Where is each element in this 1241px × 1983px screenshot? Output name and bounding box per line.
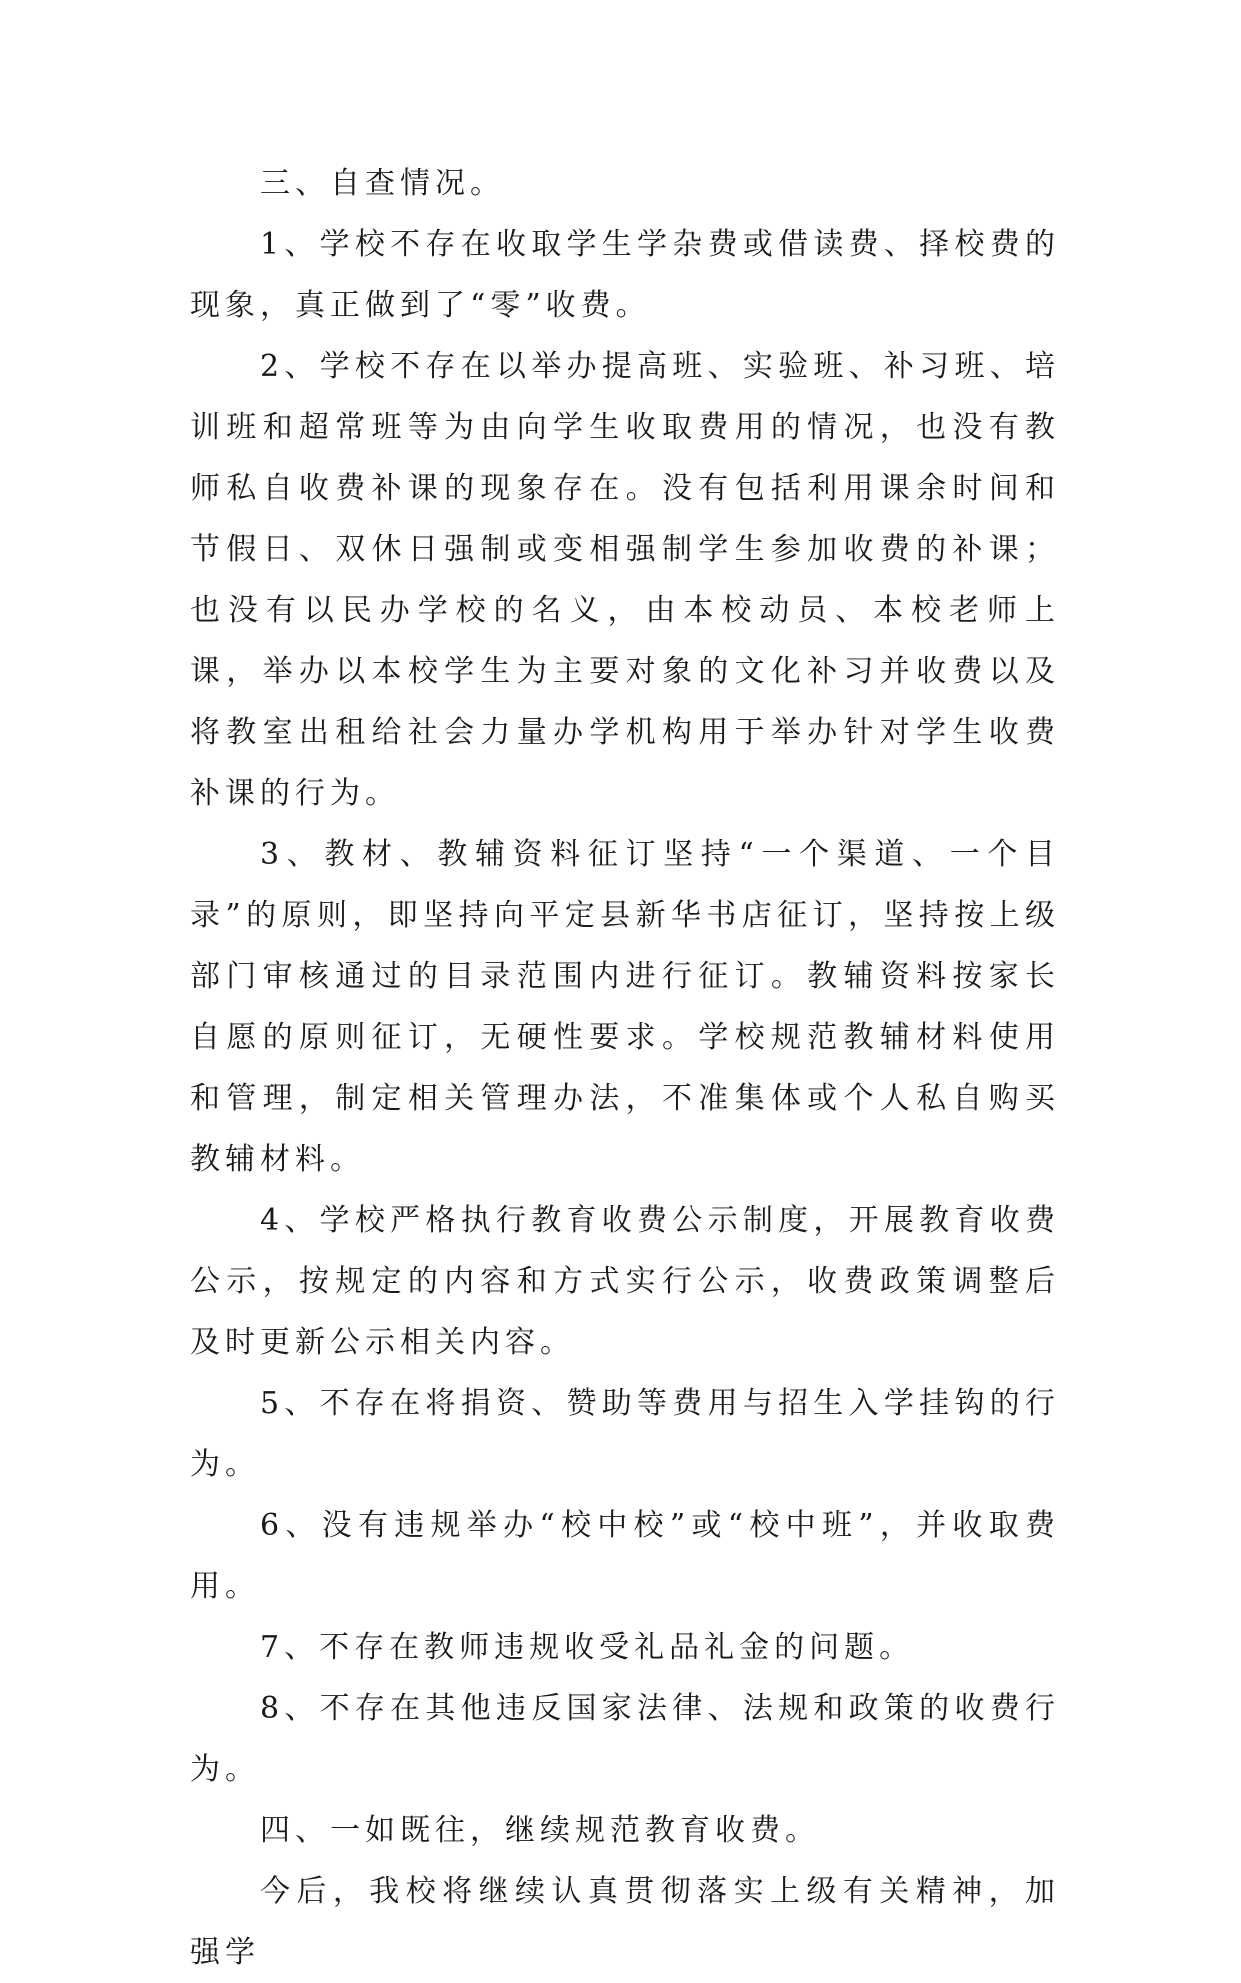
paragraph-item-3: 3、教材、教辅资料征订坚持“一个渠道、一个目录”的原则，即坚持向平定县新华书店征订，坚持按上级部门审核通过的目录范围内进行征订。教辅资料按家长自愿的原则征订，无硬性要求。学校规范教辅材料使用和管理，制定相关管理办法，不准集体或个人私自购买教辅材料。: [190, 837, 1060, 1177]
document-body: [190, 153, 1060, 1983]
paragraph-item-6: 6、没有违规举办“校中校”或“校中班”，并收取费用。: [190, 1508, 1060, 1604]
section-heading-continue: 四、一如既往，继续规范教育收费。: [260, 1813, 820, 1848]
paragraph-item-1: 1、学校不存在收取学生学杂费或借读费、择校费的现象，真正做到了“零”收费。: [190, 227, 1060, 323]
paragraph-item-8: 8、不存在其他违反国家法律、法规和政策的收费行为。: [190, 1691, 1060, 1787]
paragraph-item-2: 2、学校不存在以举办提高班、实验班、补习班、培训班和超常班等为由向学生收取费用的情况，也没有教师私自收费补课的现象存在。没有包括利用课余时间和节假日、双休日强制或变相强制学生参加收费的补课；也没有以民办学校的名义，由本校动员、本校老师上课，举办以本校学生为主要对象的文化补习并收费以及将教室出租给社会力量办学机构用于举办针对学生收费补课的行为。: [190, 349, 1060, 811]
paragraph-item-7: 7、不存在教师违规收受礼品礼金的问题。: [260, 1630, 915, 1665]
paragraph-item-4: 4、学校严格执行教育收费公示制度，开展教育收费公示，按规定的内容和方式实行公示，收费政策调整后及时更新公示相关内容。: [190, 1203, 1060, 1360]
section-heading-self-check: 三、自查情况。: [260, 166, 505, 201]
paragraph-item-5: 5、不存在将捐资、赞助等费用与招生入学挂钩的行为。: [190, 1386, 1060, 1482]
paragraph-closing: 今后，我校将继续认真贯彻落实上级有关精神，加强学: [190, 1874, 1060, 1970]
